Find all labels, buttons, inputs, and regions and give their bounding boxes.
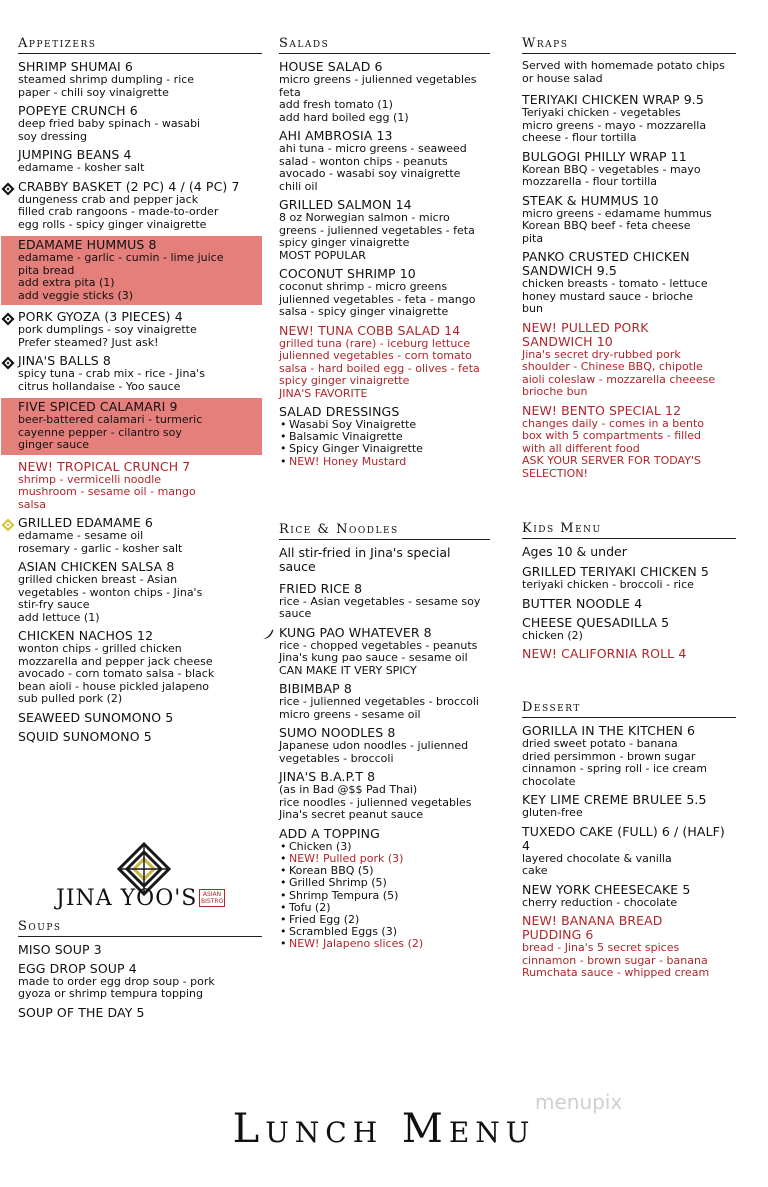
menu-item [18, 310, 262, 349]
menu-item [18, 60, 262, 99]
item-description: Korean BBQ - vegetables - mayo mozzarella - flour tortilla [522, 162, 701, 188]
menu-item [18, 730, 262, 744]
menu-item [522, 250, 736, 316]
list-item: • Korean BBQ (5) [289, 865, 490, 877]
kids-intro: Ages 10 & under [522, 544, 627, 559]
menu-item [522, 565, 736, 592]
wraps-heading: Wraps [522, 36, 736, 54]
item-title: MISO SOUP 3 [18, 941, 102, 957]
item-title: JINA'S B.A.P.T 8 [279, 769, 376, 785]
spacer [522, 666, 736, 700]
dessert-list [522, 724, 736, 980]
item-description: Teriyaki chicken - vegetables micro greens - mayo - mozzarella cheese - flour tortilla [522, 106, 707, 144]
item-description: 8 oz Norwegian salmon - micro greens - julienned vegetables - feta spicy ginger vinaigrette MOST POPULAR [279, 211, 475, 262]
salads-list [279, 60, 490, 400]
menu-item [279, 198, 490, 262]
item-description: micro greens - julienned vegetables feta add fresh tomato (1) add hard boiled egg (1) [279, 73, 477, 124]
list-item: • Scrambled Eggs (3) [289, 926, 490, 938]
item-description: edamame - garlic - cumin - lime juice pita bread add extra pita (1) add veggie sticks (3) [18, 251, 224, 302]
menu-item [522, 647, 736, 661]
diamond-icon [1, 181, 15, 195]
appetizers-list [18, 60, 262, 744]
wraps-intro: Served with homemade potato chips or house salad [522, 59, 725, 85]
item-title: NEW! BENTO SPECIAL 12 [522, 402, 682, 418]
item-description: rice - Asian vegetables - sesame soy sauce [279, 594, 481, 621]
menu-item [522, 914, 736, 980]
menu-item [522, 93, 736, 145]
item-description: (as in Bad @$$ Pad Thai) rice noodles - julienned vegetables Jina's secret peanut sauce [279, 783, 472, 822]
salad-dressings-title: SALAD DRESSINGS [279, 404, 400, 419]
item-title: NEW! TUNA COBB SALAD 14 [279, 322, 461, 338]
menu-item [279, 129, 490, 193]
menu-item [522, 404, 736, 481]
rice-noodles-list [279, 582, 490, 822]
item-title: NEW! CALIFORNIA ROLL 4 [522, 646, 687, 661]
salads-heading: Salads [279, 36, 490, 54]
menu-item [279, 682, 490, 721]
menu-item [279, 582, 490, 621]
watermark: menupix [535, 1090, 623, 1114]
item-title: AHI AMBROSIA 13 [279, 128, 393, 143]
item-title: GORILLA IN THE KITCHEN 6 [522, 723, 696, 738]
item-title: SQUID SUNOMONO 5 [18, 728, 152, 744]
item-title: POPEYE CRUNCH 6 [18, 103, 138, 118]
item-description: dried sweet potato - banana dried persimmon - brown sugar cinnamon - spring roll - ice cream chocolate [522, 737, 707, 788]
item-description: shrimp - vermicelli noodle mushroom - sesame oil - mango salsa [18, 472, 196, 511]
column-middle [279, 36, 490, 951]
item-title: PORK GYOZA (3 PIECES) 4 [18, 309, 183, 324]
menu-item [522, 597, 736, 611]
item-description: cherry reduction - chocolate [522, 895, 678, 909]
rice-noodles-heading: Rice & Noodles [279, 522, 490, 540]
item-title: GRILLED TERIYAKI CHICKEN 5 [522, 564, 709, 579]
item-description: wonton chips - grilled chicken mozzarella and pepper jack cheese avocado - corn tomato salsa - black bean aioli - house pickled jalapeno sub pulled pork (2) [18, 642, 215, 705]
item-description: micro greens - edamame hummus Korean BBQ beef - feta cheese pita [522, 206, 712, 245]
item-description: made to order egg drop soup - pork gyoza or shrimp tempura topping [18, 974, 215, 1000]
dessert-heading: Dessert [522, 700, 736, 718]
item-title: GRILLED EDAMAME 6 [18, 515, 153, 530]
item-title: JUMPING BEANS 4 [18, 147, 132, 162]
item-description: edamame - kosher salt [18, 161, 145, 174]
menu-item [522, 883, 736, 910]
kids-heading: Kids Menu [522, 521, 736, 539]
item-title: ASIAN CHICKEN SALSA 8 [18, 559, 175, 574]
item-title: SUMO NOODLES 8 [279, 725, 396, 741]
item-title: SEAWEED SUNOMONO 5 [18, 709, 174, 725]
item-title: STEAK & HUMMUS 10 [522, 192, 659, 208]
item-title: EDAMAME HUMMUS 8 [18, 237, 157, 252]
menu-item [1, 398, 262, 455]
column-right [522, 36, 736, 985]
item-title: KUNG PAO WHATEVER 8 [279, 624, 432, 640]
menu-item [279, 267, 490, 319]
item-title: TERIYAKI CHICKEN WRAP 9.5 [522, 92, 704, 107]
salad-dressings-list [279, 419, 490, 468]
menu-item [18, 560, 262, 624]
logo-name: JINA YOO'S [56, 886, 198, 911]
restaurant-logo [54, 840, 234, 920]
item-description: edamame - sesame oil rosemary - garlic - kosher salt [18, 529, 183, 555]
item-description: dungeness crab and pepper jack filled crab rangoons - made-to-order egg rolls - spicy ginger vinaigrette [18, 192, 219, 231]
item-description: chicken breasts - tomato - lettuce honey mustard sauce - brioche bun [522, 277, 708, 315]
menu-item [522, 793, 736, 820]
item-description: grilled tuna (rare) - iceburg lettuce julienned vegetables - corn tomato salsa - hard boiled egg - olives - feta spicy ginger vinaigrette JINA'S FAVORITE [279, 336, 480, 400]
item-description: spicy tuna - crab mix - rice - Jina's citrus hollandaise - Yoo sauce [18, 367, 205, 393]
list-item: • NEW! Honey Mustard [289, 456, 490, 468]
list-item: • NEW! Pulled pork (3) [289, 853, 490, 865]
item-title: FRIED RICE 8 [279, 580, 363, 596]
menu-item [522, 724, 736, 788]
item-description: teriyaki chicken - broccoli - rice [522, 578, 694, 591]
item-title: NEW! BANANA BREAD PUDDING 6 [522, 913, 663, 942]
menu-item [18, 104, 262, 143]
item-title: BUTTER NOODLE 4 [522, 595, 643, 611]
item-description: beer-battered calamari - turmeric cayenne pepper - cilantro soy ginger sauce [18, 413, 203, 451]
menu-item [279, 770, 490, 822]
item-title: PANKO CRUSTED CHICKEN SANDWICH 9.5 [522, 249, 690, 278]
item-description: deep fried baby spinach - wasabi soy dressing [18, 117, 201, 143]
menu-item [522, 194, 736, 246]
menu-item [279, 626, 490, 678]
item-title: CHICKEN NACHOS 12 [18, 628, 154, 643]
item-description: ahi tuna - micro greens - seaweed salad - wonton chips - peanuts avocado - wasabi soy vinaigrette chili oil [279, 142, 467, 193]
item-title: NEW! PULLED PORK SANDWICH 10 [522, 319, 649, 349]
page-title: Lunch Menu [232, 1106, 536, 1152]
list-item: • Fried Egg (2) [289, 914, 490, 926]
menu-item [18, 943, 262, 957]
item-description: gluten-free [522, 806, 583, 819]
list-item: • Grilled Shrimp (5) [289, 877, 490, 889]
kids-list [522, 565, 736, 661]
menu-item [18, 962, 262, 1001]
menu-item [18, 148, 262, 175]
menu-item [522, 150, 736, 189]
item-title: FIVE SPICED CALAMARI 9 [18, 399, 178, 414]
menu-item [18, 354, 262, 393]
item-description: rice - julienned vegetables - broccoli micro greens - sesame oil [279, 695, 479, 721]
item-title: CRABBY BASKET (2 PC) 4 / (4 PC) 7 [18, 178, 240, 194]
soups-heading: Soups [18, 919, 262, 937]
list-item: • Balsamic Vinaigrette [289, 431, 490, 443]
item-description: Jina's secret dry-rubbed pork shoulder - Chinese BBQ, chipotle aioli coleslaw - mozzarella cheeese brioche bun [522, 347, 716, 398]
item-description: coconut shrimp - micro greens julienned vegetables - feta - mango salsa - spicy ginger vinaigrette [279, 280, 476, 318]
menu-item [279, 324, 490, 401]
item-title: KEY LIME CREME BRULEE 5.5 [522, 792, 707, 807]
menu-item [279, 60, 490, 124]
wraps-list [522, 93, 736, 480]
item-title: COCONUT SHRIMP 10 [279, 266, 416, 281]
item-title: GRILLED SALMON 14 [279, 197, 412, 212]
list-item: • Shrimp Tempura (5) [289, 890, 490, 902]
menu-item [279, 726, 490, 765]
item-title: CHEESE QUESADILLA 5 [522, 614, 670, 630]
item-description: bread - Jina's 5 secret spices cinnamon - brown sugar - banana Rumchata sauce - whipped cream [522, 941, 710, 979]
gold-diamond-icon [1, 517, 15, 531]
item-description: changes daily - comes in a bento box with 5 compartments - filled with all different food ASK YOUR SERVER FOR TODAY'S SELECTION! [522, 416, 705, 480]
item-title: TUXEDO CAKE (FULL) 6 / (HALF) 4 [522, 823, 725, 853]
menu-item [18, 460, 262, 512]
item-description: steamed shrimp dumpling - rice paper - chili soy vinaigrette [18, 73, 195, 99]
item-title: NEW! TROPICAL CRUNCH 7 [18, 458, 191, 474]
menu-item [1, 236, 262, 305]
diamond-icon [1, 355, 15, 369]
toppings-list [279, 841, 490, 951]
item-description: Japanese udon noodles - julienned vegetables - broccoli [279, 739, 469, 765]
item-title: BULGOGI PHILLY WRAP 11 [522, 148, 687, 164]
item-title: NEW YORK CHEESECAKE 5 [522, 881, 691, 897]
item-description: pork dumplings - soy vinaigrette Prefer steamed? Just ask! [18, 323, 197, 349]
menu-item [18, 1006, 262, 1020]
logo-badge: ASIAN BISTRO [201, 891, 224, 905]
menu-item [522, 321, 736, 399]
spacer [279, 468, 490, 522]
appetizers-heading: Appetizers [18, 36, 262, 54]
list-item: • Chicken (3) [289, 841, 490, 853]
menu-item [18, 711, 262, 725]
soups-list [18, 943, 262, 1020]
chili-pepper-icon [261, 626, 275, 640]
menu-item [18, 516, 262, 555]
item-description: chicken (2) [522, 628, 583, 642]
menu-item [18, 629, 262, 706]
item-description: layered chocolate & vanilla cake [522, 851, 672, 877]
list-item: • Spicy Ginger Vinaigrette [289, 443, 490, 455]
menu-item [18, 180, 262, 232]
item-title: SOUP OF THE DAY 5 [18, 1004, 145, 1020]
item-title: HOUSE SALAD 6 [279, 59, 383, 74]
item-title: EGG DROP SOUP 4 [18, 960, 137, 976]
item-description: grilled chicken breast - Asian vegetables - wonton chips - Jina's stir-fry sauce add lettuce (1) [18, 573, 203, 624]
list-item: • Tofu (2) [289, 902, 490, 914]
menu-item [522, 616, 736, 643]
item-title: SHRIMP SHUMAI 6 [18, 59, 133, 74]
toppings-title: ADD A TOPPING [279, 825, 380, 841]
item-description: rice - chopped vegetables - peanuts Jina's kung pao sauce - sesame oil CAN MAKE IT VERY SPICY [279, 638, 478, 677]
menu-item [522, 825, 736, 878]
diamond-icon [1, 311, 15, 325]
list-item: • NEW! Jalapeno slices (2) [289, 938, 490, 950]
item-title: BIBIMBAP 8 [279, 681, 352, 697]
rice-noodles-intro: All stir-fried in Jina's special sauce [279, 544, 451, 574]
spacer [522, 485, 736, 521]
list-item: • Wasabi Soy Vinaigrette [289, 419, 490, 431]
item-title: JINA'S BALLS 8 [18, 353, 111, 368]
